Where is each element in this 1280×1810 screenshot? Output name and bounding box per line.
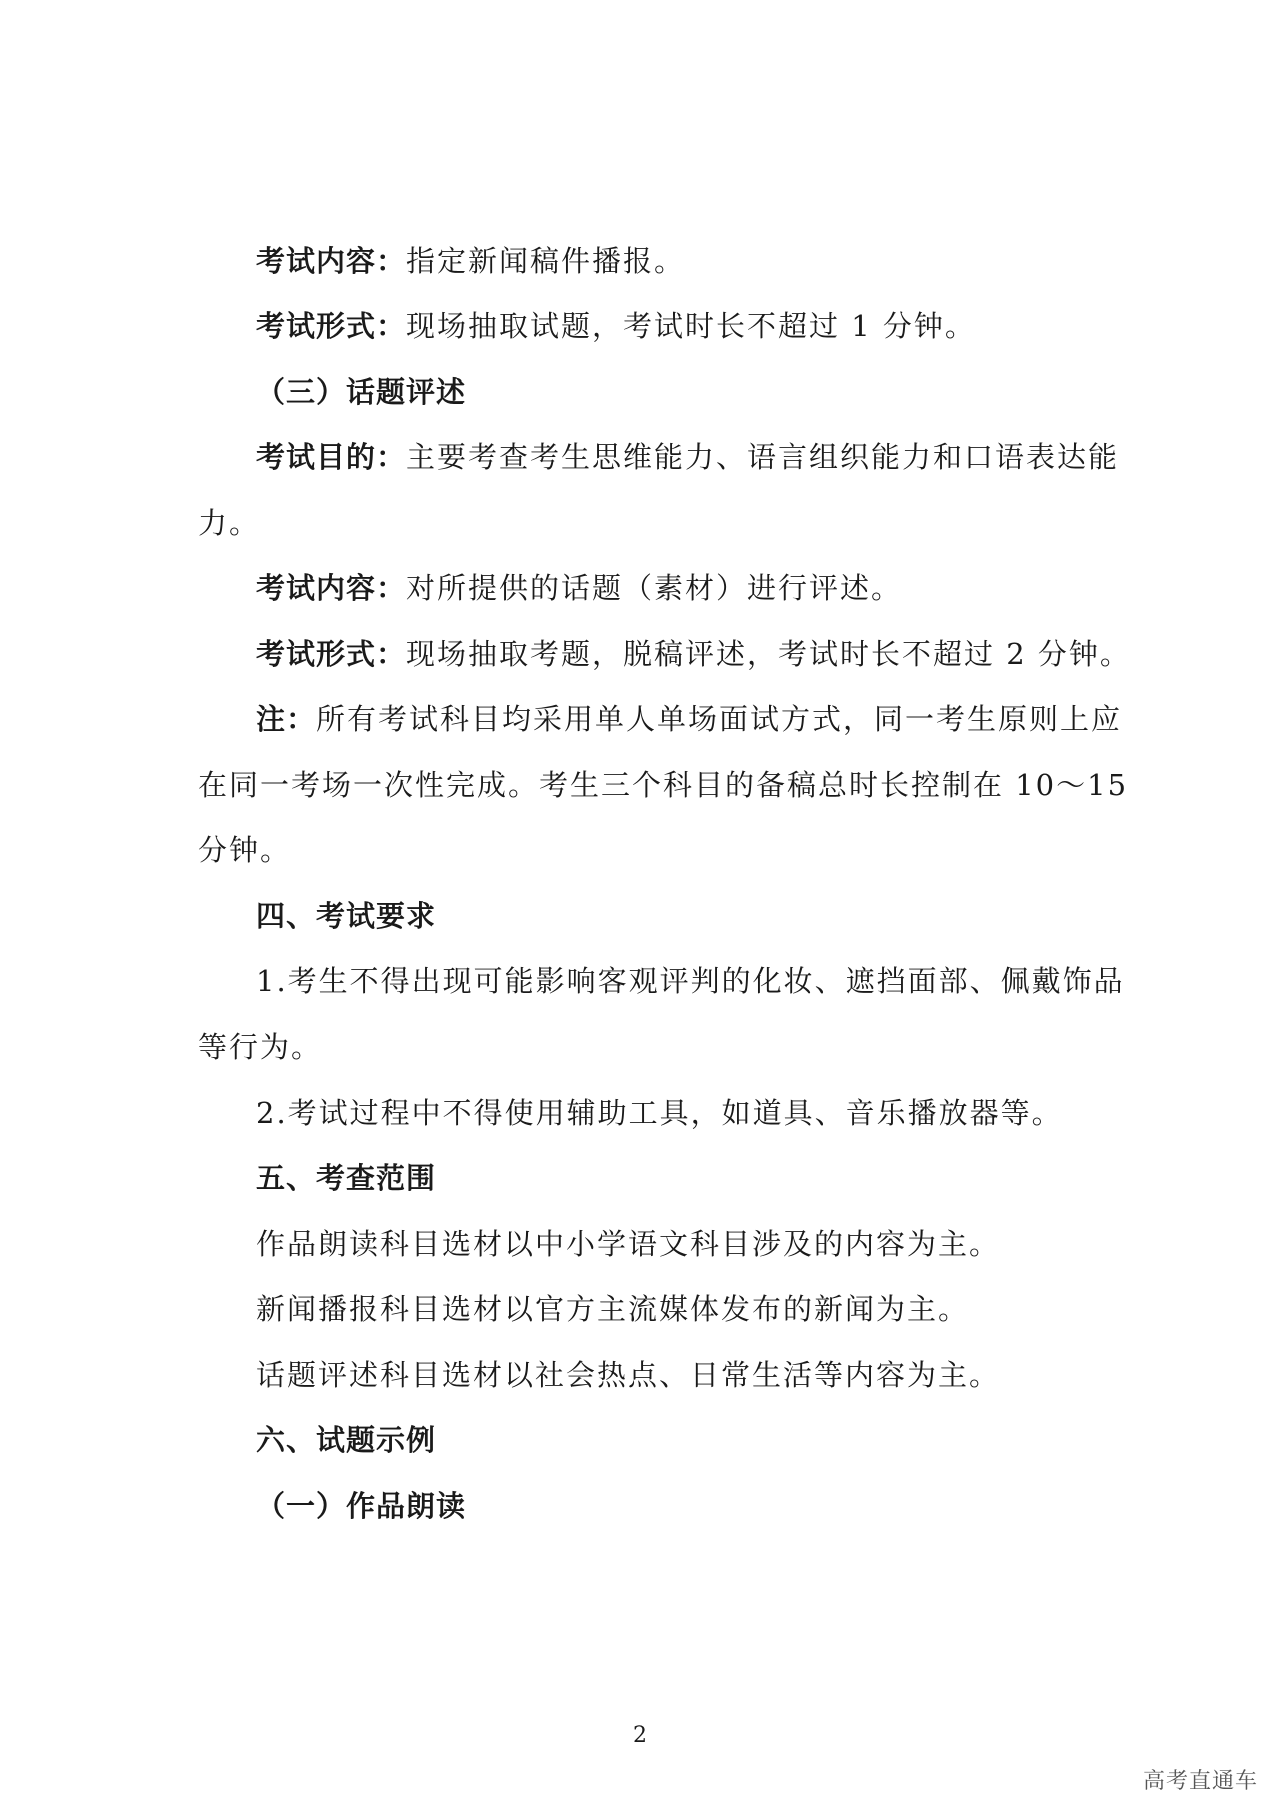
label-exam-purpose: 考试目的： (256, 440, 407, 474)
label-note: 注： (256, 702, 317, 736)
text-note: 所有考试科目均采用单人单场面试方式，同一考生原则上应 (316, 702, 1123, 736)
note-line (256, 699, 1156, 739)
watermark: 高考直通车 (1142, 1769, 1258, 1794)
text-exam-format: 现场抽取试题，考试时长不超过 1 分钟。 (406, 309, 976, 343)
text-exam-format-2: 现场抽取考题，脱稿评述，考试时长不超过 2 分钟。 (406, 637, 1131, 671)
text-exam-content-2: 对所提供的话题（素材）进行评述。 (406, 571, 903, 605)
label-exam-format: 考试形式： (256, 309, 407, 343)
label-exam-content-2: 考试内容： (256, 571, 407, 605)
label-exam-format-2: 考试形式： (256, 637, 407, 671)
exam-content-line (256, 241, 1156, 281)
scope-reading: 作品朗读科目选材以中小学语文科目涉及的内容为主。 (256, 1227, 1001, 1261)
heading-exam-requirements: 四、考试要求 (256, 899, 437, 933)
exam-format-line (256, 306, 1156, 346)
requirement-1: 1.考生不得出现可能影响客观评判的化妆、遮挡面部、佩戴饰品 (256, 964, 1125, 998)
scope-news: 新闻播报科目选材以官方主流媒体发布的新闻为主。 (256, 1292, 970, 1326)
note-continued-2: 分钟。 (198, 833, 292, 867)
requirement-1-continued: 等行为。 (198, 1030, 323, 1064)
exam-purpose-continued: 力。 (198, 506, 261, 540)
requirement-2: 2.考试过程中不得使用辅助工具，如道具、音乐播放器等。 (256, 1096, 1063, 1130)
exam-format-line-2 (256, 634, 1156, 674)
exam-content-line-2 (256, 568, 1156, 608)
text-exam-purpose: 主要考查考生思维能力、语言组织能力和口语表达能 (406, 440, 1120, 474)
note-continued: 在同一考场一次性完成。考生三个科目的备稿总时长控制在 10～15 (198, 768, 1129, 802)
heading-topic-commentary: （三）话题评述 (256, 375, 467, 409)
heading-sample-questions: 六、试题示例 (256, 1423, 437, 1457)
scope-topic: 话题评述科目选材以社会热点、日常生活等内容为主。 (256, 1358, 1001, 1392)
heading-exam-scope: 五、考查范围 (256, 1161, 437, 1195)
label-exam-content: 考试内容： (256, 244, 407, 278)
heading-work-reading: （一）作品朗读 (256, 1489, 467, 1523)
text-exam-content: 指定新闻稿件播报。 (406, 244, 686, 278)
page-number: 2 (633, 1723, 647, 1748)
exam-purpose-line (256, 437, 1156, 477)
